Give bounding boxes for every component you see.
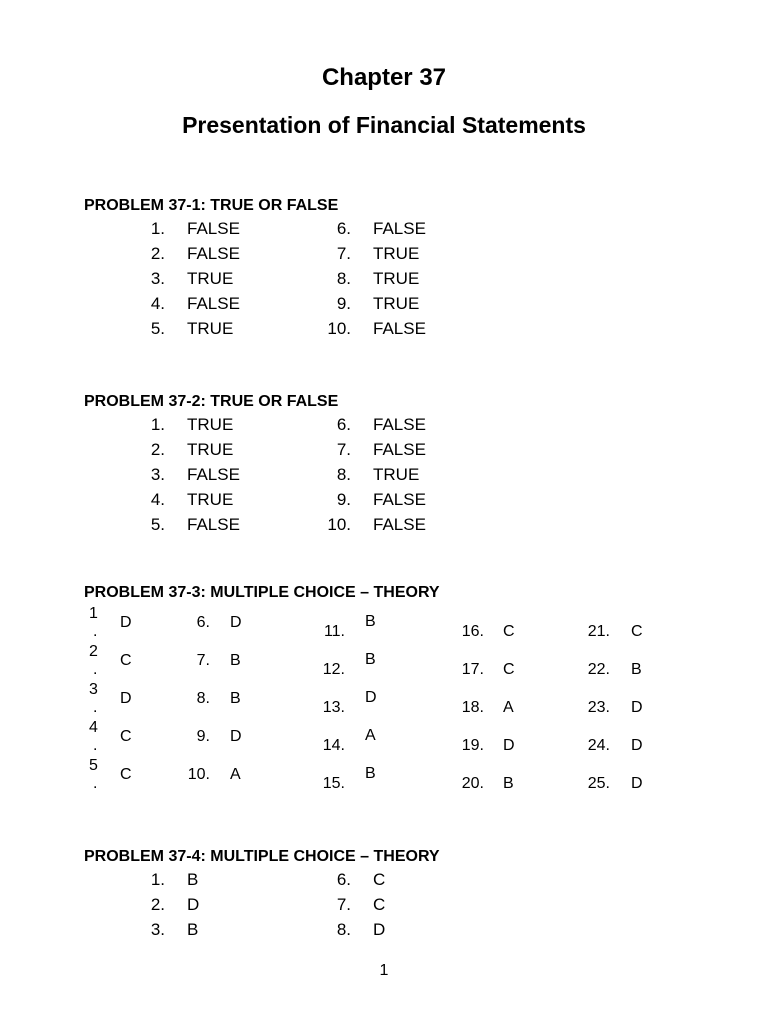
item-answer: D (631, 737, 643, 754)
item-answer: A (503, 699, 514, 716)
item-number: 3 (89, 681, 98, 698)
item-answer: C (631, 623, 643, 640)
item-number: 4 (89, 719, 98, 736)
page-title: Presentation of Financial Statements (182, 112, 586, 138)
item-answer: C (120, 652, 132, 669)
item-number: 7. (336, 440, 351, 459)
item-number-period: . (93, 699, 98, 716)
item-number-period: . (93, 623, 98, 640)
item-number: 6. (336, 219, 351, 238)
item-answer: C (120, 728, 132, 745)
item-number: 11. (323, 623, 345, 640)
item-number: 7. (196, 652, 210, 669)
chapter-title: Chapter 37 (321, 64, 447, 91)
item-number: 4. (150, 490, 165, 509)
item-answer: D (230, 614, 242, 631)
item-answer: C (373, 870, 386, 889)
item-number: 4. (150, 294, 165, 313)
item-number: 2. (150, 895, 165, 914)
item-answer: FALSE (373, 219, 426, 238)
item-answer: C (120, 766, 132, 783)
item-number: 8. (196, 690, 210, 707)
item-answer: TRUE (373, 269, 420, 288)
item-number: 9. (196, 728, 210, 745)
item-number: 5. (150, 515, 165, 534)
item-answer: D (230, 728, 242, 745)
item-number-period: . (93, 661, 98, 678)
item-answer: D (120, 614, 132, 631)
item-number: 7. (336, 244, 351, 263)
item-answer: D (503, 737, 515, 754)
item-answer: TRUE (187, 490, 234, 509)
item-answer: D (631, 775, 643, 792)
item-answer: FALSE (187, 515, 240, 534)
item-answer: B (365, 613, 376, 630)
item-number: 2. (150, 244, 165, 263)
item-answer: TRUE (187, 440, 234, 459)
item-number: 25. (587, 775, 610, 792)
item-answer: FALSE (373, 415, 426, 434)
item-number: 10. (187, 766, 210, 783)
item-number: 10. (327, 515, 351, 534)
item-answer: D (120, 690, 132, 707)
item-number: 5 (89, 757, 98, 774)
item-number: 17. (461, 661, 484, 678)
item-number: 10. (327, 319, 351, 338)
item-answer: B (187, 920, 199, 939)
item-number: 8. (336, 920, 351, 939)
page-number: 1 (379, 962, 389, 979)
item-answer: FALSE (187, 465, 240, 484)
item-number: 1. (150, 415, 165, 434)
item-number: 3. (150, 465, 165, 484)
item-number: 2. (150, 440, 165, 459)
item-answer: B (503, 775, 514, 792)
item-number: 21. (587, 623, 610, 640)
item-answer: D (631, 699, 643, 716)
item-number: 16. (461, 623, 484, 640)
item-answer: FALSE (373, 490, 426, 509)
problem-37-1-heading: PROBLEM 37-1: TRUE OR FALSE (84, 197, 339, 214)
item-answer: B (365, 765, 376, 782)
item-answer: TRUE (373, 465, 420, 484)
item-answer: D (187, 895, 200, 914)
item-answer: A (365, 727, 376, 744)
item-answer: TRUE (373, 244, 420, 263)
item-number: 7. (336, 895, 351, 914)
item-answer: TRUE (187, 319, 234, 338)
item-number: 5. (150, 319, 165, 338)
item-answer: B (230, 690, 241, 707)
item-answer: TRUE (187, 269, 234, 288)
item-answer: FALSE (373, 515, 426, 534)
item-answer: A (230, 766, 241, 783)
problem-37-4-heading: PROBLEM 37-4: MULTIPLE CHOICE – THEORY (84, 848, 440, 865)
item-answer: C (503, 661, 515, 678)
item-answer: D (373, 920, 386, 939)
item-number: 8. (336, 269, 351, 288)
item-answer: B (631, 661, 642, 678)
item-number: 9. (336, 490, 351, 509)
item-number: 8. (336, 465, 351, 484)
item-number: 1. (150, 870, 165, 889)
item-answer: B (365, 651, 376, 668)
item-number: 20. (461, 775, 484, 792)
item-answer: FALSE (187, 294, 240, 313)
item-number: 14. (322, 737, 345, 754)
item-answer: FALSE (373, 319, 426, 338)
item-number: 6. (336, 415, 351, 434)
item-number: 9. (336, 294, 351, 313)
item-answer: C (373, 895, 386, 914)
item-answer: TRUE (187, 415, 234, 434)
item-answer: FALSE (187, 219, 240, 238)
item-number: 13. (322, 699, 345, 716)
item-answer: C (503, 623, 515, 640)
item-number: 3. (150, 269, 165, 288)
item-answer: FALSE (373, 440, 426, 459)
item-number-period: . (93, 775, 98, 792)
problem-37-2-heading: PROBLEM 37-2: TRUE OR FALSE (84, 393, 339, 410)
item-number: 22. (587, 661, 610, 678)
item-number: 6. (196, 614, 210, 631)
item-number-period: . (93, 737, 98, 754)
item-number: 24. (587, 737, 610, 754)
item-answer: FALSE (187, 244, 240, 263)
item-number: 2 (89, 643, 98, 660)
item-number: 12. (322, 661, 345, 678)
item-answer: B (187, 870, 199, 889)
problem-37-3-heading: PROBLEM 37-3: MULTIPLE CHOICE – THEORY (84, 584, 440, 601)
item-answer: TRUE (373, 294, 420, 313)
item-answer: B (230, 652, 241, 669)
item-number: 1. (150, 219, 165, 238)
item-number: 19. (461, 737, 484, 754)
item-number: 18. (461, 699, 484, 716)
item-number: 23. (587, 699, 610, 716)
item-number: 3. (150, 920, 165, 939)
item-number: 15. (322, 775, 345, 792)
item-number: 6. (336, 870, 351, 889)
item-answer: D (365, 689, 377, 706)
item-number: 1 (89, 605, 98, 622)
